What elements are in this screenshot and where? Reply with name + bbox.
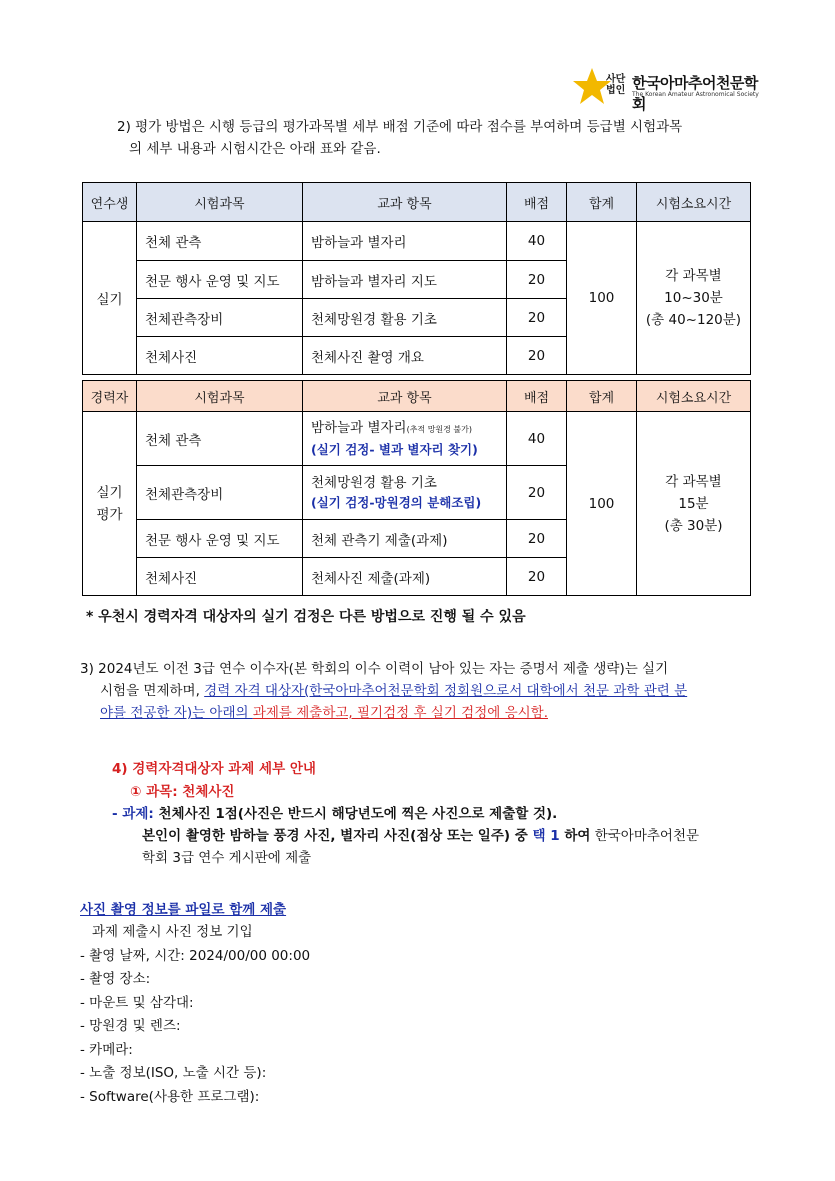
- list-item: - Software(사용한 프로그램):: [80, 1088, 260, 1105]
- table-row: 천체관측장비 천체망원경 활용 기초 (실기 검정-망원경의 분해조립) 20: [83, 466, 751, 520]
- section-4-title: 4) 경력자격대상자 과제 세부 안내: [112, 761, 316, 777]
- list-item: - 촬영 장소:: [80, 971, 151, 987]
- task-description: - 과제: 천체사진 1점(사진은 반드시 해당년도에 찍은 사진으로 제출할 것). 본인이 촬영한 밤하늘 풍경 사진, 별자리 사진(점상 또는 일주) 중 택 1 하여 한국아마추어천문 학회 3급 연수 게시판에 제출: [112, 806, 700, 866]
- list-item: - 촬영 날짜, 시간: 2024/00/00 00:00: [80, 947, 311, 964]
- logo-name: 한국아마추어천문학회: [632, 74, 758, 113]
- section-4-subject: ① 과목: 천체사진: [130, 784, 235, 800]
- intro-paragraph: 2) 평가 방법은 시행 등급의 평가과목별 세부 배점 기준에 따라 점수를 부여하며 등급별 시험과목 의 세부 내용과 시험시간은 아래 표와 같음.: [117, 119, 683, 157]
- table-row: 천체사진 천체사진 촬영 개요 20: [83, 337, 751, 375]
- rain-note: * 우천시 경력자격 대상자의 실기 검정은 다른 방법으로 진행 될 수 있음: [86, 609, 526, 625]
- trainee-table: [82, 182, 751, 375]
- experienced-table: [82, 380, 751, 596]
- table-header: 연수생 시험과목 교과 항목 배점 합계 시험소요시간: [83, 183, 751, 222]
- table-row: 천체사진 천체사진 제출(과제) 20: [83, 558, 751, 596]
- list-item: - 노출 정보(ISO, 노출 시간 등):: [80, 1065, 267, 1081]
- table-row: 실기 평가 천체 관측 밤하늘과 별자리(추적 망원경 불가) (실기 검정- 별과 별자리 찾기) 40 100 각 과목별 15분 (총 30분): [83, 412, 751, 466]
- photo-info-heading: 사진 촬영 정보를 파일로 함께 제출: [80, 902, 287, 918]
- list-item: 과제 제출시 사진 정보 기입: [92, 924, 253, 940]
- paragraph-3: 3) 2024년도 이전 3급 연수 이수자(본 학회의 이수 이력이 남아 있는 자는 증명서 제출 생략)는 실기 시험을 면제하며, 경력 자격 대상자(한국아마추어천문학회 정회원으로서 대학에서 천문 과학 관련 분 야를 전공한 자)는 아래의 과제를 제출하고, 필기검정 후 실기 검정에 응시함.: [80, 661, 688, 721]
- table-row: 천문 행사 운영 및 지도 밤하늘과 별자리 지도 20: [83, 261, 751, 299]
- table-row: 천문 행사 운영 및 지도 천체 관측기 제출(과제) 20: [83, 520, 751, 558]
- society-logo: [572, 66, 762, 113]
- list-item: - 망원경 및 렌즈:: [80, 1018, 181, 1034]
- table-row: 천체관측장비 천체망원경 활용 기초 20: [83, 299, 751, 337]
- table-row: 실기 천체 관측 밤하늘과 별자리 40 100 각 과목별 10~30분 (총 40~120분): [83, 222, 751, 261]
- photo-info-list: [80, 921, 680, 1109]
- logo-badge: 사단 법인: [606, 74, 626, 96]
- list-item: - 마운트 및 삼각대:: [80, 994, 194, 1011]
- logo-subtitle: The Korean Amateur Astronomical Society: [632, 91, 759, 98]
- table-header: 경력자 시험과목 교과 항목 배점 합계 시험소요시간: [83, 381, 751, 412]
- list-item: - 카메라:: [80, 1041, 133, 1058]
